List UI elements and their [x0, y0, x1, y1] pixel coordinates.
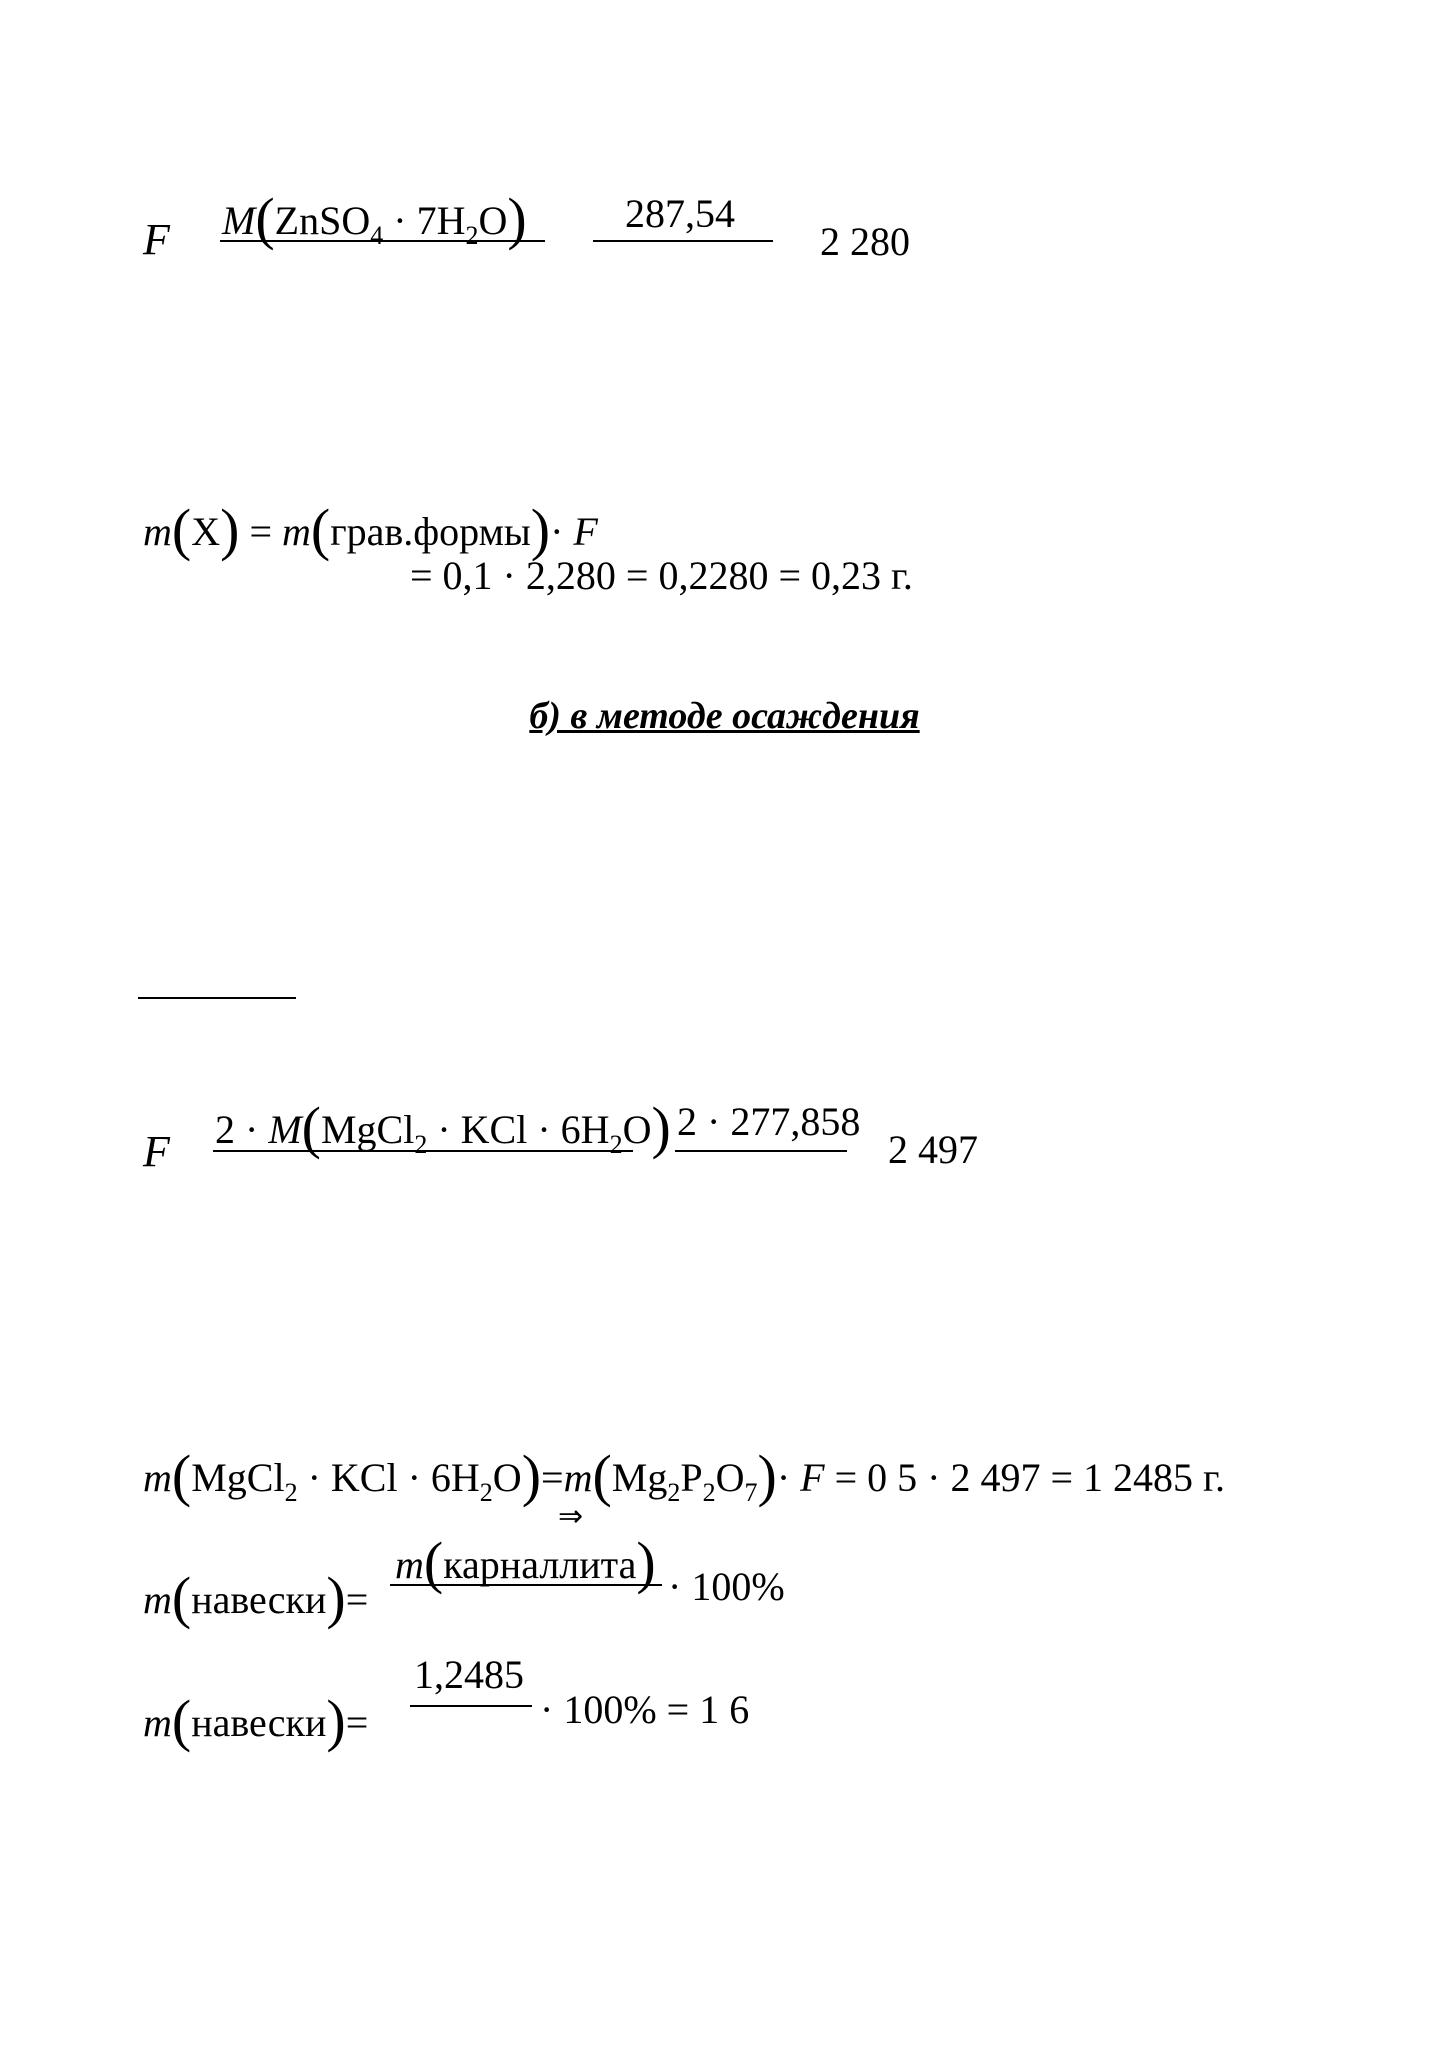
- short-rule: [138, 997, 296, 999]
- eq5-numerator: m(карналлита): [395, 1530, 656, 1595]
- eq3-fraction-line-2: [675, 1150, 847, 1152]
- eq1-lhs: F: [143, 215, 170, 264]
- eq3-lhs: F: [143, 1127, 170, 1176]
- eq3-result: 2 497: [888, 1127, 978, 1172]
- eq6-fraction-line: [410, 1705, 532, 1707]
- implies-arrow: ⇒: [558, 1500, 584, 1533]
- eq1-result: 2 280: [820, 219, 910, 264]
- eq1-numerator-value: 287,54: [625, 191, 735, 236]
- eq3-numerator-value: 2 · 277,858: [677, 1099, 861, 1144]
- eq5-fraction-line: [390, 1584, 662, 1586]
- eq4: m(MgCl$_2$ · KCl · $6H_2O)=m(Mg_2P_2O_7)\cdot F = 0$ 5 · 2 497 = 1 2485 г.: [143, 1443, 1225, 1508]
- eq3-fraction-line: [213, 1150, 633, 1152]
- eq6-lhs: m(навески)=: [143, 1688, 369, 1753]
- eq5-tail: · 100%: [668, 1564, 785, 1609]
- eq1-fraction-line-2: [593, 240, 773, 242]
- eq1-fraction-line: [220, 240, 545, 242]
- eq1-numerator: M(ZnSO$_4$ · $7H_2O$): [222, 186, 527, 251]
- eq2-line1: m(X) = m(грав.формы)· F: [143, 497, 598, 562]
- eq5-lhs: m(навески)=: [143, 1565, 369, 1630]
- eq3-numerator: 2 · M(MgCl$_2$ · KCl · $6H_2O$): [215, 1095, 671, 1160]
- section-heading: б) в методе осаждения: [529, 695, 920, 737]
- eq2-line2: = 0,1 · 2,280 = 0,2280 = 0,23 г.: [410, 553, 913, 598]
- eq6-numerator: 1,2485: [414, 1652, 524, 1697]
- eq6-tail: · 100% = 1 6: [540, 1687, 750, 1732]
